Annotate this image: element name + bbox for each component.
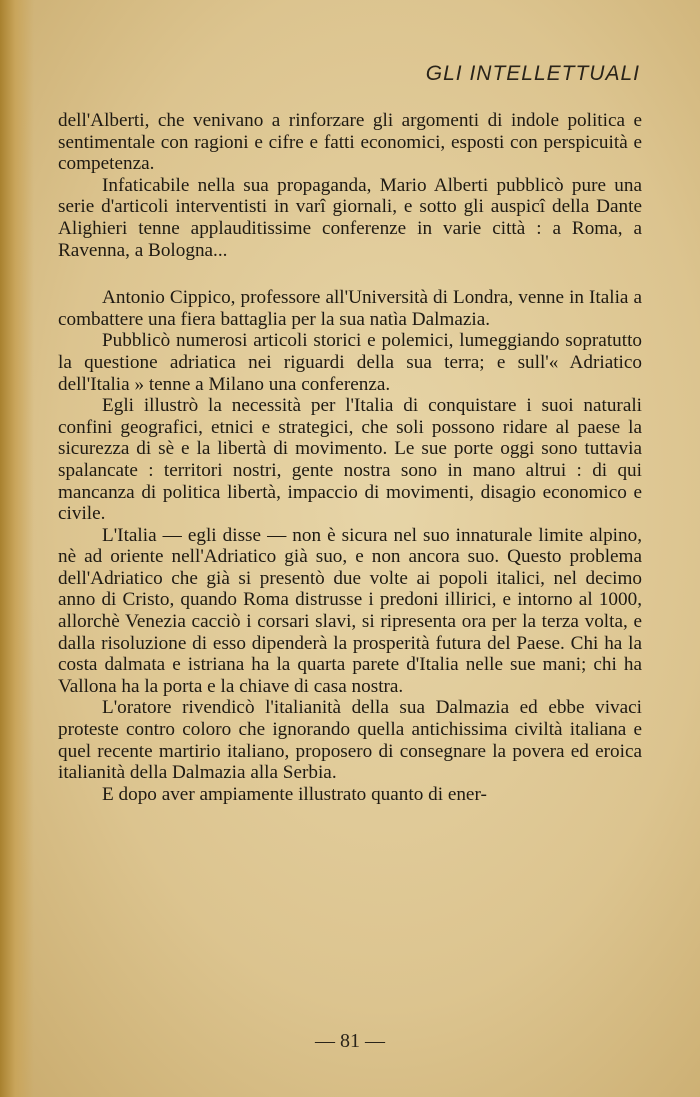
- paragraph: L'oratore rivendicò l'italianità della sua Dalmazia ed ebbe vivaci proteste contro coloro che ignorando quella antichissima civiltà italiana e quel recente martirio italiano, proposero di consegnare la povera ed eroica italianità della Dalmazia alla Serbia.: [58, 697, 642, 784]
- paragraph-continued: dell'Alberti, che venivano a rinforzare gli argomenti di indole politica e sentimentale con ragioni e cifre e fatti economici, esposti con perspicuità e competenza.: [58, 110, 642, 175]
- paragraph: Pubblicò numerosi articoli storici e polemici, lumeggiando sopratutto la questione adriatica nei riguardi della sua terra; e sull'« Adriatico dell'Italia » tenne a Milano una conferenza.: [58, 330, 642, 395]
- paragraph: Egli illustrò la necessità per l'Italia di conquistare i suoi naturali confini geografici, etnici e strategici, che soli possono ridare al paese la sicurezza di sè e la libertà di movimento. Le sue porte oggi sono tuttavia spalancate : territori nostri, gente nostra sono in mano altrui : di qui mancanza di politica libertà, impaccio di movimenti, disagio economico e civile.: [58, 395, 642, 525]
- paragraph-section-start: Antonio Cippico, professore all'Università di Londra, venne in Italia a combattere una fiera battaglia per la sua natìa Dalmazia.: [58, 287, 642, 330]
- running-head: GLI INTELLETTUALI: [425, 62, 640, 85]
- paragraph: E dopo aver ampiamente illustrato quanto di ener-: [102, 783, 487, 805]
- body-text: [58, 110, 642, 805]
- page-spine-shadow: [0, 0, 34, 1097]
- paragraph: Infaticabile nella sua propaganda, Mario Alberti pubblicò pure una serie d'articoli interventisti in varî giornali, e sotto gli auspicî della Dante Alighieri tenne applauditissime conferenze in varie città : a Roma, a Ravenna, a Bologna...: [58, 174, 642, 261]
- page-number: — 81 —: [315, 1030, 385, 1052]
- paragraph: L'Italia — egli disse — non è sicura nel suo innaturale limite alpino, nè ad oriente nell'Adriatico già suo, e non ancora suo. Questo problema dell'Adriatico che già si presentò due volte ai popoli italici, nel decimo anno di Cristo, quando Roma distrusse i predoni illirici, e intorno al 1000, allorchè Venezia cacciò i corsari slavi, si ripresenta ora per la terza volta, e dalla risoluzione di esso dipenderà la prosperità futura del Paese. Chi ha la costa dalmata e istriana ha la quarta parete d'Italia nelle sue mani; chi ha Vallona ha la porta e la chiave di casa nostra.: [58, 524, 642, 697]
